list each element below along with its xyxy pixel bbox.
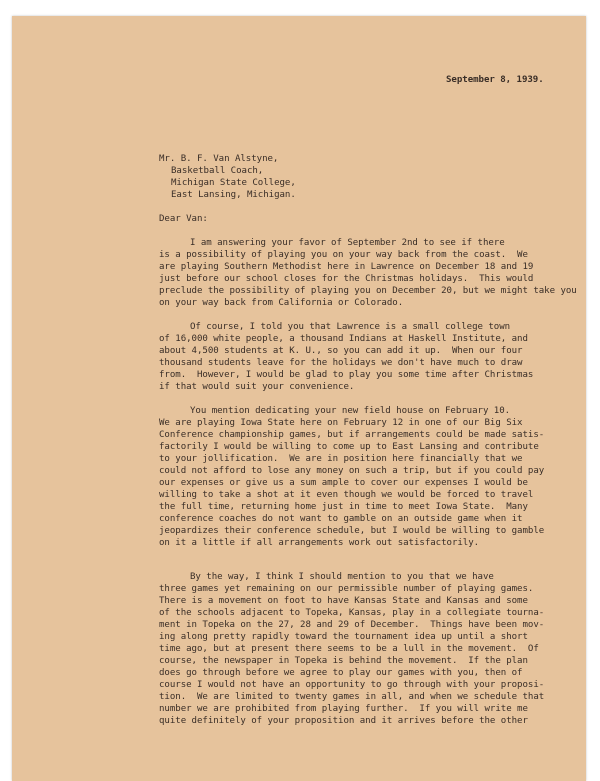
text-line: You mention dedicating your new field house on February 10.: [190, 406, 511, 416]
text-line: preclude the possibility of playing you on December 20, but we might take you: [159, 286, 577, 296]
text-line: course I would not have an opportunity to go through with your proposi-: [159, 680, 545, 690]
text-line: our expenses or give us a sum ample to cover our expenses I would be: [159, 478, 528, 488]
text-line: ment in Topeka on the 27, 28 and 29 of December. Things have been mov-: [159, 620, 545, 630]
text-line: is a possibility of playing you on your way back from the coast. We: [159, 250, 528, 260]
text-line: on it a little if all arrangements work out satisfactorily.: [159, 538, 480, 548]
address-line: Mr. B. F. Van Alstyne,: [159, 154, 279, 164]
text-line: are playing Southern Methodist here in Lawrence on December 18 and 19: [159, 262, 534, 272]
text-line: time ago, but at present there seems to be a lull in the movement. Of: [159, 644, 539, 654]
text-line: quite definitely of your proposition and it arrives before the other: [159, 716, 528, 726]
text-line: to your jollification. We are in position here financially that we: [159, 454, 523, 464]
text-line: about 4,500 students at K. U., so you can add it up. When our four: [159, 346, 523, 356]
text-line: three games yet remaining on our permissible number of playing games.: [159, 584, 534, 594]
text-line: thousand students leave for the holidays we don't have much to draw: [159, 358, 523, 368]
text-line: conference coaches do not want to gamble on an outside game when it: [159, 514, 523, 524]
address-line: Basketball Coach,: [171, 166, 264, 176]
text-line: By the way, I think I should mention to you that we have: [190, 572, 494, 582]
salutation: Dear Van:: [159, 214, 208, 224]
text-line: number we are prohibited from playing further. If you will write me: [159, 704, 528, 714]
text-line: I am answering your favor of September 2nd to see if there: [190, 238, 505, 248]
text-line: from. However, I would be glad to play you some time after Christmas: [159, 370, 534, 380]
address-line: East Lansing, Michigan.: [171, 190, 296, 200]
text-line: willing to take a shot at it even though we would be forced to travel: [159, 490, 534, 500]
text-line: could not afford to lose any money on such a trip, but if you could pay: [159, 466, 545, 476]
text-line: tion. We are limited to twenty games in all, and when we schedule that: [159, 692, 545, 702]
text-line: the full time, returning home just in time to meet Iowa State. Many: [159, 502, 528, 512]
text-line: We are playing Iowa State here on February 12 in one of our Big Six: [159, 418, 523, 428]
text-line: just before our school closes for the Christmas holidays. This would: [159, 274, 534, 284]
text-line: on your way back from California or Colorado.: [159, 298, 404, 308]
text-line: There is a movement on foot to have Kansas State and Kansas and some: [159, 596, 528, 606]
text-line: factorily I would be willing to come up to East Lansing and contribute: [159, 442, 539, 452]
text-line: if that would suit your convenience.: [159, 382, 355, 392]
text-line: jeopardizes their conference schedule, but I would be willing to gamble: [159, 526, 545, 536]
text-line: Of course, I told you that Lawrence is a small college town: [190, 322, 511, 332]
text-line: of the schools adjacent to Topeka, Kansas, play in a collegiate tourna-: [159, 608, 545, 618]
text-line: Conference championship games, but if arrangements could be made satis-: [159, 430, 545, 440]
text-line: of 16,000 white people, a thousand Indians at Haskell Institute, and: [159, 334, 528, 344]
address-line: Michigan State College,: [171, 178, 296, 188]
text-line: does go through before we agree to play our games with you, then of: [159, 668, 523, 678]
letter-date: September 8, 1939.: [446, 75, 544, 85]
text-line: ing along pretty rapidly toward the tournament idea up until a short: [159, 632, 528, 642]
text-line: course, the newspaper in Topeka is behind the movement. If the plan: [159, 656, 528, 666]
